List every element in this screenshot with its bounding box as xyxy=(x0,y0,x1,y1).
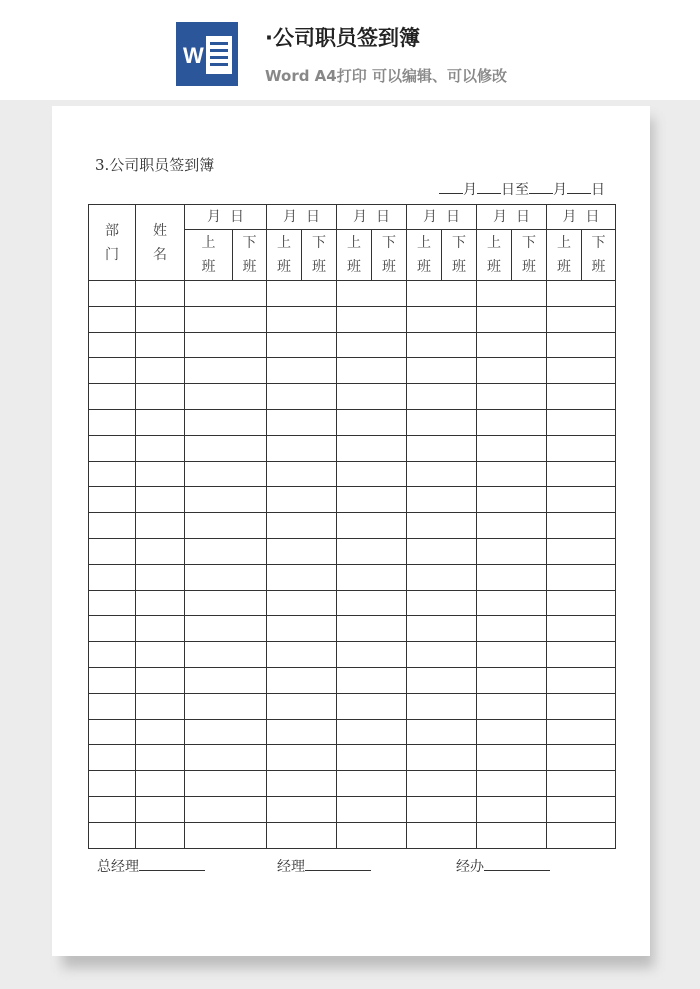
signature-cell[interactable] xyxy=(337,822,407,848)
name-cell[interactable] xyxy=(136,719,185,745)
name-cell[interactable] xyxy=(136,538,185,564)
blank-field xyxy=(529,179,553,194)
signature-cell[interactable] xyxy=(337,538,407,564)
signature-cell[interactable] xyxy=(477,358,547,384)
signature-cell[interactable] xyxy=(407,435,477,461)
signature-cell[interactable] xyxy=(547,435,616,461)
dept-cell[interactable] xyxy=(89,435,136,461)
signature-cell[interactable] xyxy=(407,590,477,616)
signature-cell[interactable] xyxy=(185,719,267,745)
dept-cell[interactable] xyxy=(89,461,136,487)
signature-cell[interactable] xyxy=(547,590,616,616)
shift-char: 班 xyxy=(487,259,501,275)
signature-cell[interactable] xyxy=(337,771,407,797)
signature-blank xyxy=(139,856,205,871)
table-row xyxy=(89,667,616,693)
table-row xyxy=(89,384,616,410)
shift-char: 下 xyxy=(242,235,257,251)
signature-cell[interactable] xyxy=(547,358,616,384)
signature-cell[interactable] xyxy=(547,616,616,642)
dept-cell[interactable] xyxy=(89,564,136,590)
day-header: 月 日 xyxy=(407,205,477,230)
dept-cell[interactable] xyxy=(89,616,136,642)
dept-char: 门 xyxy=(105,246,119,263)
header-row-days xyxy=(89,205,616,230)
evening-shift-header xyxy=(582,230,616,281)
table-row xyxy=(89,796,616,822)
name-cell[interactable] xyxy=(136,409,185,435)
day-header: 月 日 xyxy=(185,205,267,230)
signature-cell[interactable] xyxy=(185,590,267,616)
signature-cell[interactable] xyxy=(337,332,407,358)
table-row xyxy=(89,693,616,719)
signature-cell[interactable] xyxy=(477,409,547,435)
dept-cell[interactable] xyxy=(89,771,136,797)
signature-cell[interactable] xyxy=(267,642,337,668)
signature-cell[interactable] xyxy=(477,796,547,822)
signature-cell[interactable] xyxy=(477,771,547,797)
signature-cell[interactable] xyxy=(267,538,337,564)
signature-cell[interactable] xyxy=(407,719,477,745)
name-cell[interactable] xyxy=(136,487,185,513)
evening-shift-header xyxy=(442,230,477,281)
signature-cell[interactable] xyxy=(547,461,616,487)
signature-cell[interactable] xyxy=(477,590,547,616)
date-range-line xyxy=(439,179,605,199)
signature-cell[interactable] xyxy=(185,487,267,513)
signature-cell[interactable] xyxy=(407,564,477,590)
signature-cell[interactable] xyxy=(407,745,477,771)
dept-cell[interactable] xyxy=(89,332,136,358)
signature-cell[interactable] xyxy=(547,822,616,848)
table-row xyxy=(89,590,616,616)
shift-char: 班 xyxy=(522,259,536,275)
signature-cell[interactable] xyxy=(185,409,267,435)
signature-cell[interactable] xyxy=(337,642,407,668)
morning-shift-header xyxy=(337,230,372,281)
shift-char: 上 xyxy=(347,235,361,251)
signature-cell[interactable] xyxy=(185,796,267,822)
dept-cell[interactable] xyxy=(89,306,136,332)
signature-cell[interactable] xyxy=(337,487,407,513)
signature-cell[interactable] xyxy=(477,384,547,410)
shift-char: 下 xyxy=(382,235,396,251)
name-cell[interactable] xyxy=(136,306,185,332)
name-cell[interactable] xyxy=(136,667,185,693)
day-header: 月 日 xyxy=(547,205,616,230)
signature-cell[interactable] xyxy=(185,642,267,668)
signature-cell[interactable] xyxy=(337,719,407,745)
signature-cell[interactable] xyxy=(185,693,267,719)
signature-cell[interactable] xyxy=(267,590,337,616)
name-cell[interactable] xyxy=(136,513,185,539)
signature-blank xyxy=(305,856,371,871)
signature-cell[interactable] xyxy=(185,358,267,384)
signature-cell[interactable] xyxy=(185,306,267,332)
signature-cell[interactable] xyxy=(547,719,616,745)
name-cell[interactable] xyxy=(136,461,185,487)
shift-char: 班 xyxy=(312,259,326,275)
month-label: 月 xyxy=(553,182,567,198)
handler-signature xyxy=(456,856,550,876)
signature-cell[interactable] xyxy=(477,719,547,745)
dept-cell[interactable] xyxy=(89,538,136,564)
name-cell[interactable] xyxy=(136,616,185,642)
manager-signature xyxy=(277,856,371,876)
name-cell[interactable] xyxy=(136,745,185,771)
signature-cell[interactable] xyxy=(267,667,337,693)
signature-cell[interactable] xyxy=(547,771,616,797)
table-row xyxy=(89,306,616,332)
signature-cell[interactable] xyxy=(477,435,547,461)
signature-cell[interactable] xyxy=(547,564,616,590)
signature-cell[interactable] xyxy=(337,667,407,693)
signature-cell[interactable] xyxy=(267,822,337,848)
dept-header xyxy=(89,205,136,281)
signature-cell[interactable] xyxy=(477,487,547,513)
signature-cell[interactable] xyxy=(267,616,337,642)
signature-cell[interactable] xyxy=(407,487,477,513)
signature-cell[interactable] xyxy=(477,693,547,719)
blank-field xyxy=(567,179,591,194)
dept-cell[interactable] xyxy=(89,693,136,719)
dept-cell[interactable] xyxy=(89,719,136,745)
sheet-title: 3.公司职员签到簿 xyxy=(95,156,215,174)
signature-cell[interactable] xyxy=(185,667,267,693)
signature-cell[interactable] xyxy=(407,332,477,358)
signature-cell[interactable] xyxy=(185,461,267,487)
shift-char: 班 xyxy=(591,259,606,275)
dept-cell[interactable] xyxy=(89,590,136,616)
table-row xyxy=(89,745,616,771)
evening-shift-header xyxy=(302,230,337,281)
signature-cell[interactable] xyxy=(547,306,616,332)
shift-char: 班 xyxy=(201,259,216,275)
signature-cell[interactable] xyxy=(477,513,547,539)
signature-cell[interactable] xyxy=(267,461,337,487)
signature-cell[interactable] xyxy=(477,745,547,771)
shift-char: 上 xyxy=(201,235,216,251)
signature-cell[interactable] xyxy=(267,719,337,745)
signature-cell[interactable] xyxy=(547,409,616,435)
dept-cell[interactable] xyxy=(89,667,136,693)
manager-label: 经理 xyxy=(277,859,305,875)
day-header: 月 日 xyxy=(477,205,547,230)
signature-cell[interactable] xyxy=(477,642,547,668)
name-cell[interactable] xyxy=(136,358,185,384)
morning-shift-header xyxy=(477,230,512,281)
shift-char: 上 xyxy=(417,235,431,251)
signature-cell[interactable] xyxy=(267,384,337,410)
name-cell[interactable] xyxy=(136,384,185,410)
signature-cell[interactable] xyxy=(337,590,407,616)
signature-cell[interactable] xyxy=(267,409,337,435)
signature-cell[interactable] xyxy=(407,822,477,848)
dept-cell[interactable] xyxy=(89,384,136,410)
name-char: 姓 xyxy=(153,222,167,239)
table-row xyxy=(89,822,616,848)
signature-cell[interactable] xyxy=(267,281,337,307)
signature-cell[interactable] xyxy=(337,358,407,384)
signature-cell[interactable] xyxy=(267,358,337,384)
signature-cell[interactable] xyxy=(267,745,337,771)
signature-cell[interactable] xyxy=(267,435,337,461)
word-icon xyxy=(176,22,238,86)
signature-blank xyxy=(484,856,550,871)
name-cell[interactable] xyxy=(136,590,185,616)
dept-cell[interactable] xyxy=(89,358,136,384)
signature-cell[interactable] xyxy=(407,538,477,564)
signature-cell[interactable] xyxy=(337,435,407,461)
shift-char: 班 xyxy=(557,259,571,275)
dept-cell[interactable] xyxy=(89,796,136,822)
signature-cell[interactable] xyxy=(407,409,477,435)
signature-cell[interactable] xyxy=(547,796,616,822)
signature-cell[interactable] xyxy=(337,409,407,435)
signature-cell[interactable] xyxy=(547,745,616,771)
signature-cell[interactable] xyxy=(547,667,616,693)
signature-cell[interactable] xyxy=(337,513,407,539)
signature-cell[interactable] xyxy=(407,796,477,822)
signature-cell[interactable] xyxy=(267,487,337,513)
signature-cell[interactable] xyxy=(337,306,407,332)
signature-cell[interactable] xyxy=(267,771,337,797)
table-row xyxy=(89,564,616,590)
day-header: 月 日 xyxy=(267,205,337,230)
dept-cell[interactable] xyxy=(89,487,136,513)
general-manager-label: 总经理 xyxy=(97,859,139,875)
dept-char: 部 xyxy=(105,222,119,239)
table-row xyxy=(89,332,616,358)
shift-char: 班 xyxy=(452,259,466,275)
signature-cell[interactable] xyxy=(407,693,477,719)
signature-cell[interactable] xyxy=(477,616,547,642)
signature-cell[interactable] xyxy=(477,564,547,590)
dept-cell[interactable] xyxy=(89,513,136,539)
document-page xyxy=(52,106,650,956)
name-cell[interactable] xyxy=(136,693,185,719)
dept-cell[interactable] xyxy=(89,642,136,668)
blank-field xyxy=(439,179,463,194)
signature-cell[interactable] xyxy=(337,616,407,642)
name-cell[interactable] xyxy=(136,796,185,822)
table-row xyxy=(89,409,616,435)
document-subtitle: Word A4打印 可以编辑、可以修改 xyxy=(265,67,507,85)
signature-cell[interactable] xyxy=(185,538,267,564)
table-row xyxy=(89,771,616,797)
signature-cell[interactable] xyxy=(547,281,616,307)
evening-shift-header xyxy=(372,230,407,281)
signature-cell[interactable] xyxy=(185,281,267,307)
table-row xyxy=(89,435,616,461)
signature-cell[interactable] xyxy=(267,796,337,822)
day-header: 月 日 xyxy=(337,205,407,230)
table-row xyxy=(89,513,616,539)
shift-char: 下 xyxy=(452,235,466,251)
signature-cell[interactable] xyxy=(267,306,337,332)
sign-in-table xyxy=(88,204,616,849)
signature-cell[interactable] xyxy=(477,306,547,332)
signature-cell[interactable] xyxy=(337,281,407,307)
signature-cell[interactable] xyxy=(267,564,337,590)
evening-shift-header xyxy=(233,230,267,281)
signature-cell[interactable] xyxy=(407,513,477,539)
signature-cell[interactable] xyxy=(407,358,477,384)
month-label: 月 xyxy=(463,182,477,198)
table-row xyxy=(89,281,616,307)
table-row xyxy=(89,358,616,384)
signature-cell[interactable] xyxy=(185,771,267,797)
signature-cell[interactable] xyxy=(547,487,616,513)
signature-cell[interactable] xyxy=(337,745,407,771)
signature-cell[interactable] xyxy=(337,384,407,410)
table-body xyxy=(89,205,616,849)
signature-cell[interactable] xyxy=(185,332,267,358)
evening-shift-header xyxy=(512,230,547,281)
signature-cell[interactable] xyxy=(547,538,616,564)
morning-shift-header xyxy=(547,230,582,281)
signature-cell[interactable] xyxy=(337,461,407,487)
dept-cell[interactable] xyxy=(89,745,136,771)
table-row xyxy=(89,487,616,513)
signature-cell[interactable] xyxy=(185,513,267,539)
document-title: ·公司职员签到簿 xyxy=(265,26,420,50)
shift-char: 上 xyxy=(557,235,571,251)
name-cell[interactable] xyxy=(136,642,185,668)
signature-cell[interactable] xyxy=(477,822,547,848)
shift-char: 班 xyxy=(382,259,396,275)
shift-char: 上 xyxy=(487,235,501,251)
name-cell[interactable] xyxy=(136,771,185,797)
table-row xyxy=(89,642,616,668)
blank-field xyxy=(477,179,501,194)
signature-cell[interactable] xyxy=(407,667,477,693)
svg-text:W: W xyxy=(183,43,204,68)
table-row xyxy=(89,719,616,745)
shift-char: 班 xyxy=(242,259,257,275)
signature-cell[interactable] xyxy=(407,306,477,332)
day-label: 日 xyxy=(591,182,605,198)
shift-char: 班 xyxy=(417,259,431,275)
dept-cell[interactable] xyxy=(89,281,136,307)
signature-cell[interactable] xyxy=(547,332,616,358)
shift-char: 上 xyxy=(277,235,291,251)
signature-cell[interactable] xyxy=(407,281,477,307)
signature-cell[interactable] xyxy=(337,564,407,590)
signature-cell[interactable] xyxy=(407,771,477,797)
dept-cell[interactable] xyxy=(89,409,136,435)
signature-cell[interactable] xyxy=(547,642,616,668)
signature-cell[interactable] xyxy=(407,461,477,487)
general-manager-signature xyxy=(97,856,205,876)
table-row xyxy=(89,616,616,642)
header-bar xyxy=(0,0,700,100)
name-cell[interactable] xyxy=(136,435,185,461)
signature-cell[interactable] xyxy=(185,435,267,461)
signature-cell[interactable] xyxy=(547,693,616,719)
dept-cell[interactable] xyxy=(89,822,136,848)
morning-shift-header xyxy=(267,230,302,281)
signature-cell[interactable] xyxy=(477,667,547,693)
shift-char: 班 xyxy=(277,259,291,275)
shift-char: 下 xyxy=(522,235,536,251)
table-row xyxy=(89,538,616,564)
handler-label: 经办 xyxy=(456,859,484,875)
name-char: 名 xyxy=(153,246,167,263)
day-to-label: 日至 xyxy=(501,182,529,198)
table-row xyxy=(89,461,616,487)
signature-cell[interactable] xyxy=(185,822,267,848)
signature-cell[interactable] xyxy=(267,693,337,719)
signature-cell[interactable] xyxy=(337,693,407,719)
shift-char: 下 xyxy=(591,235,606,251)
signature-cell[interactable] xyxy=(547,513,616,539)
signature-cell[interactable] xyxy=(185,384,267,410)
morning-shift-header xyxy=(185,230,233,281)
signature-cell[interactable] xyxy=(477,538,547,564)
signature-cell[interactable] xyxy=(547,384,616,410)
signature-cell[interactable] xyxy=(477,461,547,487)
signature-cell[interactable] xyxy=(407,384,477,410)
signature-cell[interactable] xyxy=(337,796,407,822)
name-header xyxy=(136,205,185,281)
shift-char: 下 xyxy=(312,235,326,251)
signature-cell[interactable] xyxy=(185,616,267,642)
shift-char: 班 xyxy=(347,259,361,275)
signature-cell[interactable] xyxy=(267,513,337,539)
signature-cell[interactable] xyxy=(407,616,477,642)
signature-cell[interactable] xyxy=(185,745,267,771)
signature-cell[interactable] xyxy=(477,281,547,307)
name-cell[interactable] xyxy=(136,822,185,848)
signature-cell[interactable] xyxy=(185,564,267,590)
morning-shift-header xyxy=(407,230,442,281)
signature-cell[interactable] xyxy=(407,642,477,668)
name-cell[interactable] xyxy=(136,564,185,590)
name-cell[interactable] xyxy=(136,281,185,307)
name-cell[interactable] xyxy=(136,332,185,358)
signature-cell[interactable] xyxy=(267,332,337,358)
signature-cell[interactable] xyxy=(477,332,547,358)
